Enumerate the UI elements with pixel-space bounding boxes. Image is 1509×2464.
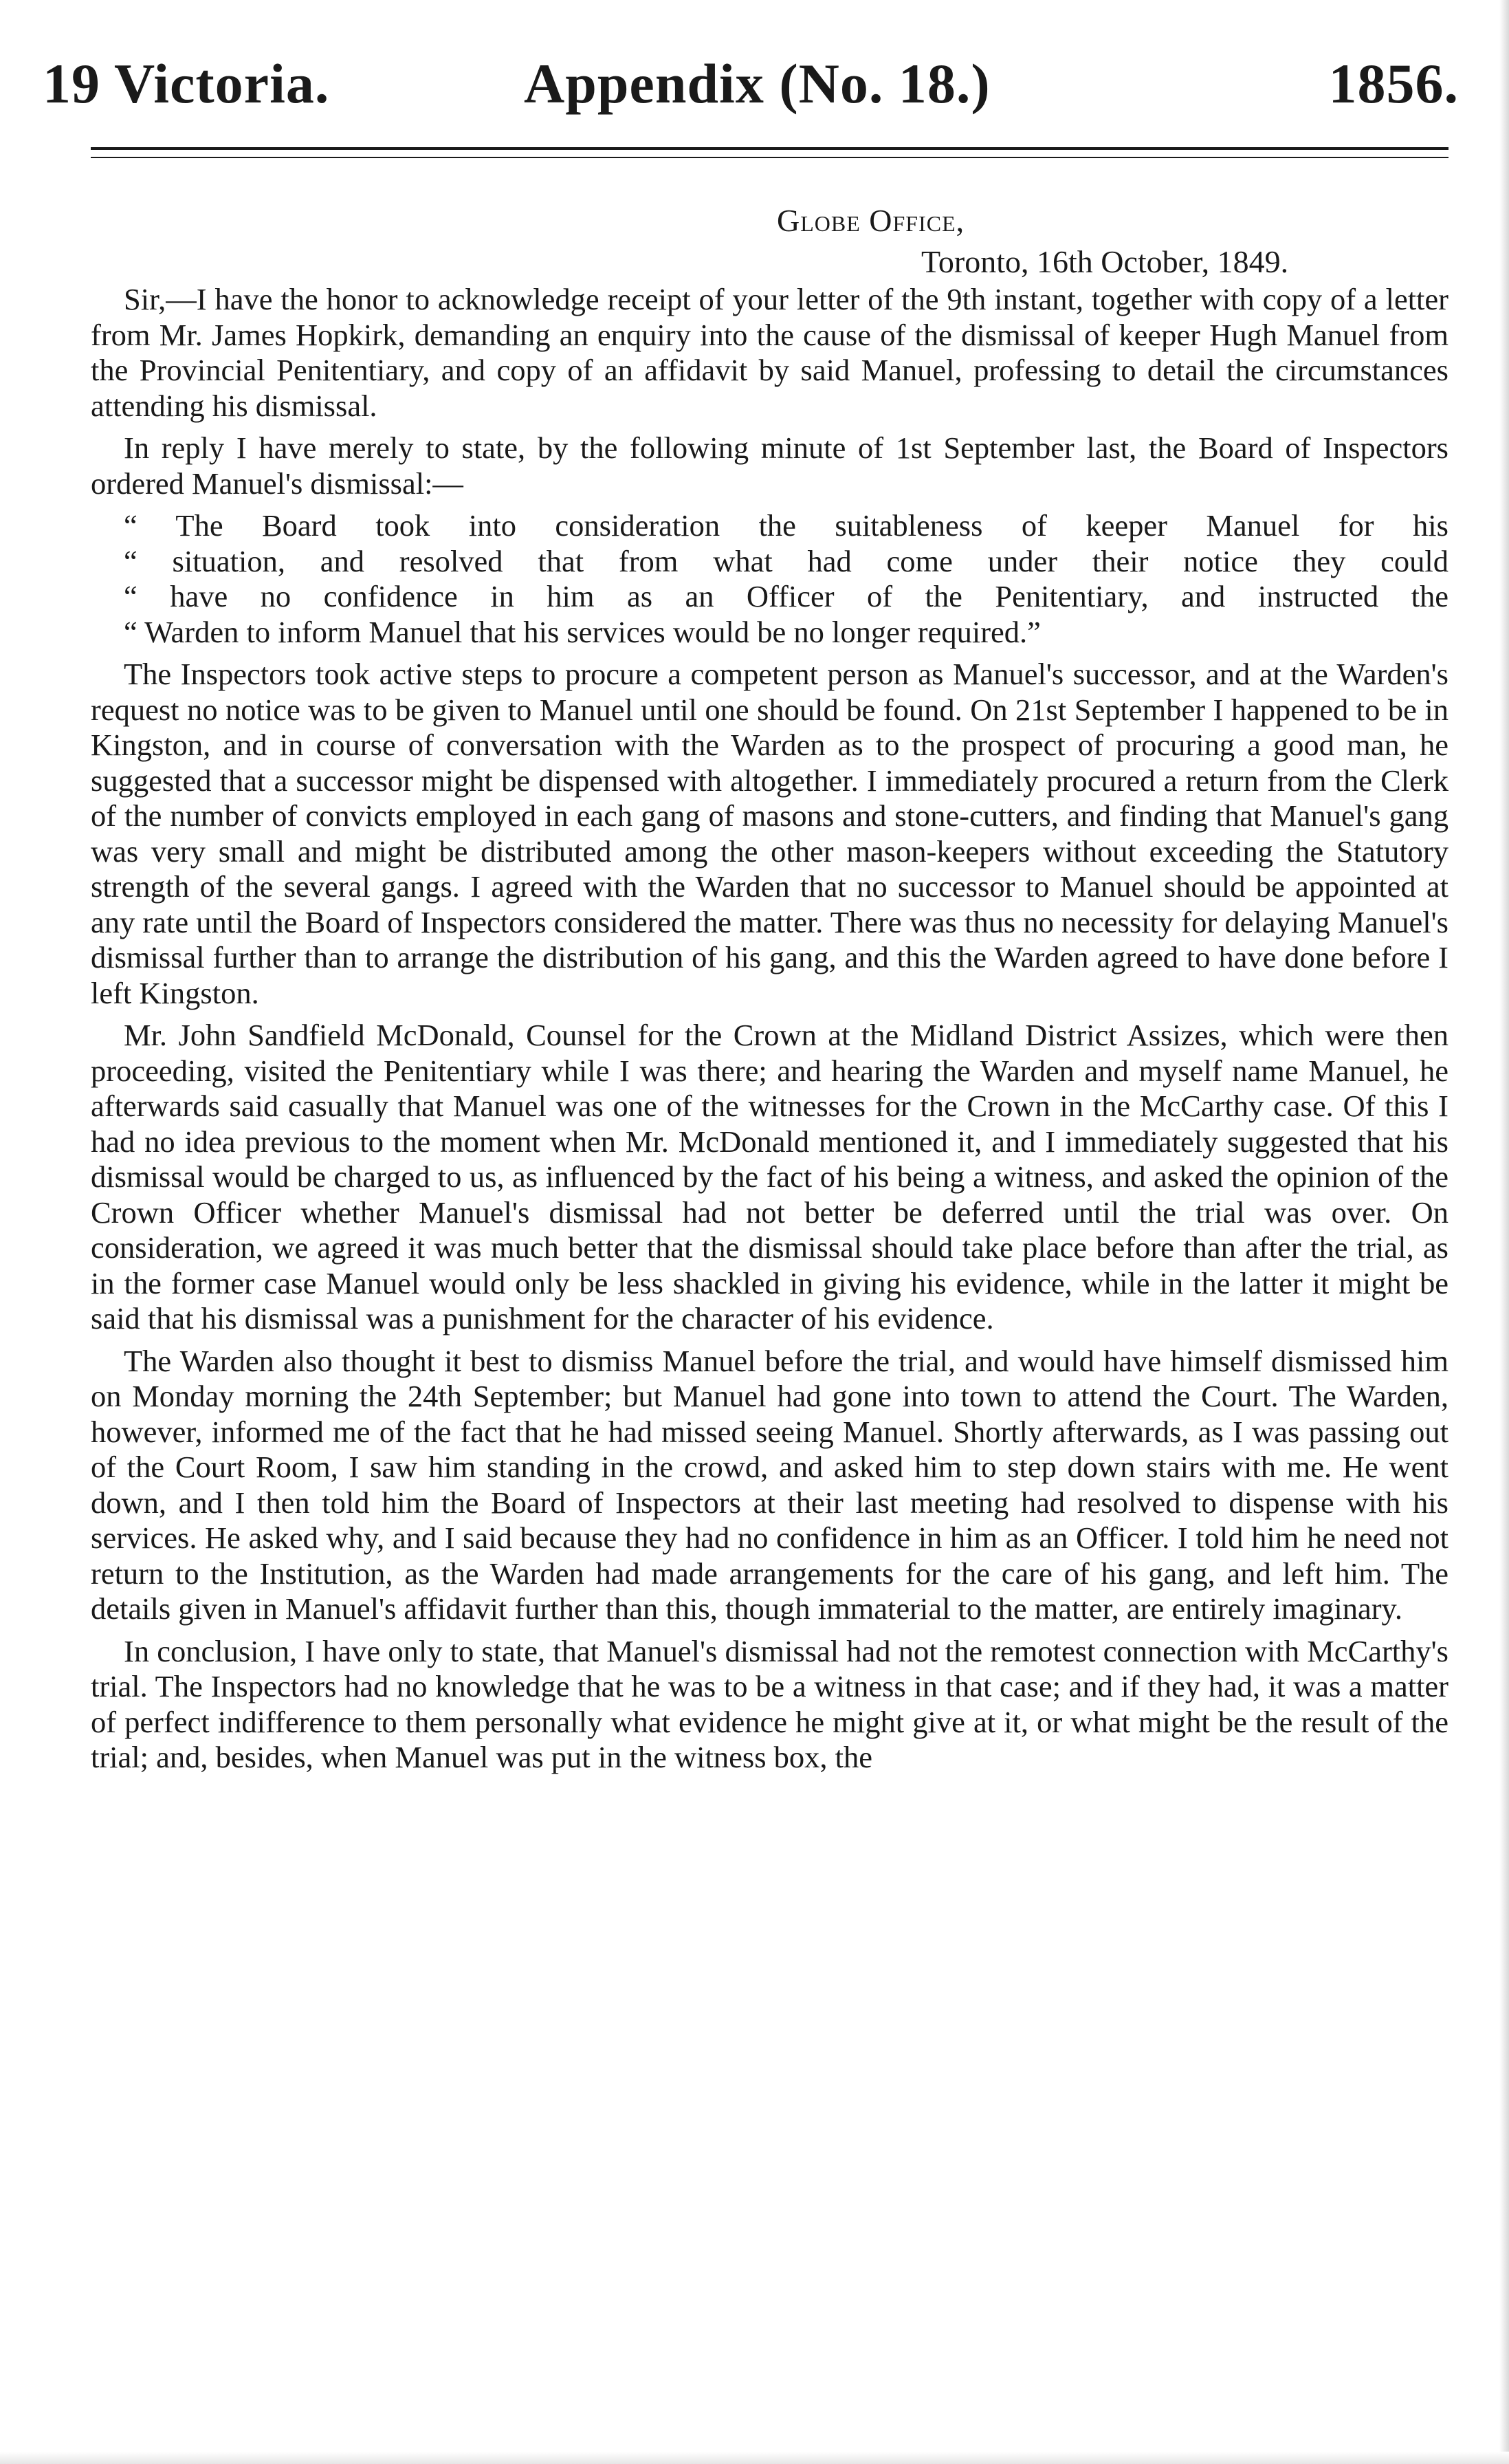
- header-year: 1856.: [1328, 52, 1459, 115]
- letter-body: [91, 282, 1449, 1782]
- header-rule-thick: [91, 147, 1449, 150]
- quote-line: “ situation, and resolved that from what had come under their notice they could: [124, 543, 1449, 578]
- header-volume: 19 Victoria.: [43, 52, 330, 115]
- letter-dateline: [777, 201, 1437, 282]
- quote-line: “ The Board took into consideration the suitableness of keeper Manuel for his: [124, 508, 1449, 543]
- paragraph: The Inspectors took active steps to procure a competent person as Manuel's successor, and at the Warden's request no notice was to be given to Manuel until one should be found. On 21st September I happened to be in Kingston, and in course of conversation with the Warden as to the prospect of procuring a good man, he suggested that a successor might be dispensed with altogether. I immediately procured a return from the Clerk of the number of convicts employed in each gang of masons and stone-cutters, and finding that Manuel's gang was very small and might be distributed among the other mason-keepers without exceeding the Statutory strength of the several gangs. I agreed with the Warden that no successor to Manuel should be appointed at any rate until the Board of Inspectors considered the matter. There was thus no necessity for delaying Manuel's dismissal further than to arrange the distribution of his gang, and this the Warden agreed to have done before I left Kingston.: [91, 657, 1449, 1010]
- letter-office: Globe Office,: [777, 203, 965, 238]
- letter-date: Toronto, 16th October, 1849.: [921, 244, 1289, 279]
- paragraph: Sir,—I have the honor to acknowledge receipt of your letter of the 9th instant, together with copy of a letter from Mr. James Hopkirk, demanding an enquiry into the cause of the dismissal of keeper Hugh Manuel from the Provincial Penitentiary, and copy of an affidavit by said Manuel, professing to detail the circumstances attending his dismissal.: [91, 282, 1449, 423]
- paragraph: Mr. John Sandfield McDonald, Counsel for the Crown at the Midland District Assizes, which were then proceeding, visited the Penitentiary while I was there; and hearing the Warden and myself name Manuel, he afterwards said casually that Manuel was one of the witnesses for the Crown in the McCarthy case. Of this I had no idea previous to the moment when Mr. McDonald mentioned it, and I immediately suggested that his dismissal would be charged to us, as influenced by the fact of his being a witness, and asked the opinion of the Crown Officer whether Manuel's dismissal had not better be deferred until the trial was over. On consideration, we agreed it was much better that the dismissal should take place before than after the trial, as in the former case Manuel would only be less shackled in giving his evidence, while in the latter it might be said that his dismissal was a punishment for the character of his evidence.: [91, 1018, 1449, 1335]
- board-minute-quote: [91, 508, 1449, 650]
- quote-line: “ have no confidence in him as an Officer of the Penitentiary, and instructed the: [124, 579, 1449, 613]
- paragraph: In reply I have merely to state, by the following minute of 1st September last, the Board of Inspectors ordered Manuel's dismissal:—: [91, 430, 1449, 501]
- paragraph: In conclusion, I have only to state, that Manuel's dismissal had not the remotest connection with McCarthy's trial. The Inspectors had no knowledge that he was to be a witness in that case; and if they had, it was a matter of perfect indifference to them personally what evidence he might give at it, or what might be the result of the trial; and, besides, when Manuel was put in the witness box, the: [91, 1633, 1449, 1774]
- running-head: [43, 43, 1459, 125]
- scan-bottom-shadow: [0, 2452, 1509, 2464]
- header-appendix: Appendix (No. 18.): [524, 52, 991, 115]
- paragraph: The Warden also thought it best to dismiss Manuel before the trial, and would have himself dismissed him on Monday morning the 24th September; but Manuel had gone into town to attend the Court. The Warden, however, informed me of the fact that he had missed seeing Manuel. Shortly afterwards, as I was passing out of the Court Room, I saw him standing in the crowd, and asked him to step down stairs with me. He went down, and I then told him the Board of Inspectors at their last meeting had resolved to dispense with his services. He asked why, and I said because they had no confidence in him as an Officer. I told him he need not return to the Institution, as the Warden had made arrangements for the care of his gang, and left him. The details given in Manuel's affidavit further than this, though immaterial to the matter, are entirely imaginary.: [91, 1343, 1449, 1626]
- header-rule-thin: [91, 157, 1449, 158]
- scan-edge-shadow: [1499, 0, 1509, 2464]
- quote-line: “ Warden to inform Manuel that his services would be no longer required.”: [124, 614, 1041, 649]
